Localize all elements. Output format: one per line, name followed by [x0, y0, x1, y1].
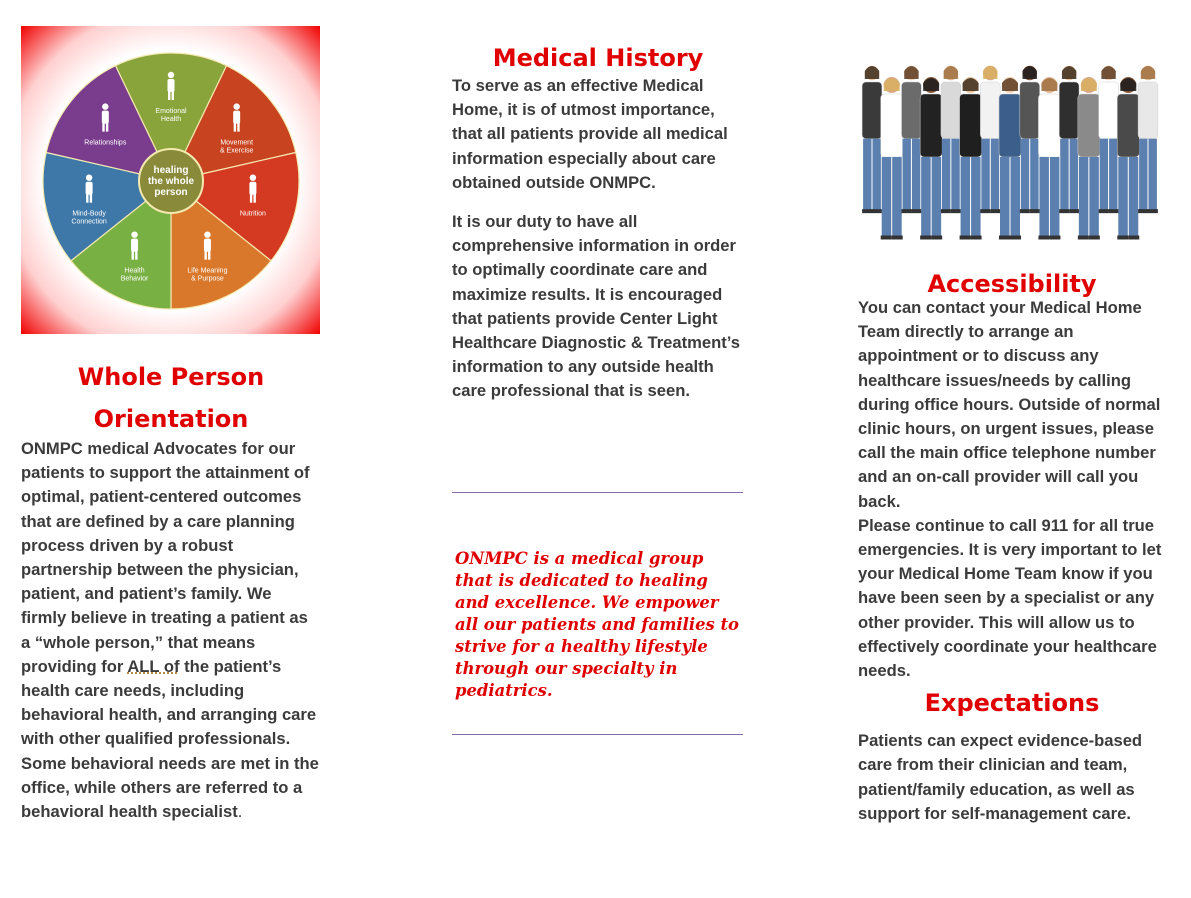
para-part-2: the patient’s health care needs, including behavioral health, and arranging care with other qualified professionals. Some behavioral needs are met in the office, while others are referred to a behavioral health specialist: [21, 656, 319, 822]
bottom-divider: [452, 734, 743, 735]
left-column: [21, 356, 321, 824]
top-divider: [452, 492, 743, 493]
wheel-segment-label: & Exercise: [219, 147, 254, 155]
person-figure: [1099, 66, 1119, 213]
medical-history-heading: Medical History: [492, 44, 704, 72]
person-figure: [941, 66, 961, 213]
whole-person-paragraph: [21, 437, 321, 824]
wheel-segment-label: Movement: [220, 139, 254, 147]
para-part-1: ONMPC medical Advocates for our patients to support the attainment of optimal, patient-centered outcomes that are defined by a care planning process driven by a robust partnership between the physician, patient, and patient’s family. We firmly believe in treating a patient as a “whole person,” that means providing for: [21, 439, 310, 676]
heading-line-2: Orientation: [93, 405, 249, 433]
heading-line-1: Whole Person: [77, 363, 265, 391]
mission-quote-block: [455, 548, 745, 702]
wheel-segment-label: Mind-Body: [72, 210, 106, 218]
wheel-segment-label: Connection: [71, 218, 107, 226]
wheel-segment-label: Health: [124, 267, 145, 275]
person-figure: [1038, 77, 1060, 240]
wheel-segment-label: Health: [160, 116, 182, 123]
right-column: [858, 268, 1170, 826]
middle-column: [452, 42, 744, 404]
person-figure: [902, 66, 922, 213]
person-figure: [920, 77, 942, 240]
wheel-segment-label: Relationships: [84, 139, 127, 147]
group-of-people-illustration: [860, 55, 1160, 245]
medical-history-paragraph-2: It is our duty to have all comprehensive information in order to optimally coordinate care and maximize results. It is encouraged that patients provide Center Light Healthcare Diagnostic & Treatment’s information to any outside health care professional that is seen.: [452, 212, 741, 401]
wheel-segment-label: Life Meaning: [187, 267, 228, 275]
para-underlined: ALL of: [127, 656, 180, 676]
wheel-segment-label: Nutrition: [239, 210, 266, 218]
person-figure: [960, 77, 982, 240]
person-figure: [980, 66, 1000, 213]
medical-history-paragraph-1: To serve as an effective Medical Home, it is of utmost importance, that all patients provide all medical information especially about care obtained outside ONMPC.: [452, 76, 728, 192]
expectations-paragraph: Patients can expect evidence-based care from their clinician and team, patient/family education, as well as support for self-management care.: [858, 731, 1143, 823]
wheel-center-label: person: [154, 187, 188, 198]
wheel-center-label: the whole: [147, 176, 195, 187]
wheel-segment-label: Emotional: [155, 108, 187, 115]
person-figure: [1117, 77, 1139, 240]
accessibility-paragraph-2: Please continue to call 911 for all true emergencies. It is very important to let your Medical Home Team know if you have been seen by a specialist or any other provider. This will allow us to effectively coordinate your healthcare needs.: [858, 515, 1162, 681]
person-figure: [999, 77, 1021, 240]
people-photo: [860, 55, 1160, 245]
person-figure: [881, 77, 903, 240]
accessibility-paragraph-1: You can contact your Medical Home Team directly to arrange an appointment or to discuss any healthcare issues/needs by calling during office hours. Outside of normal clinic hours, on urgent issues, please call the main office telephone number and an on-call provider will call you back.: [858, 298, 1161, 511]
person-figure: [1020, 66, 1040, 213]
accessibility-heading: Accessibility: [927, 270, 1097, 298]
person-figure: [862, 66, 882, 213]
expectations-heading: Expectations: [924, 689, 1100, 718]
wheel-segment-label: Behavior: [120, 275, 149, 283]
para-end: .: [237, 802, 243, 822]
mission-quote: ONMPC is a medical group that is dedicated to healing and excellence. We empower all our patients and families to strive for a healthy lifestyle through our specialty in pediatrics.: [455, 549, 739, 700]
person-figure: [1138, 66, 1158, 213]
person-figure: [1059, 66, 1079, 213]
healing-wheel-image: [21, 26, 320, 334]
person-figure: [1078, 77, 1100, 240]
wheel-segment-label: & Purpose: [191, 275, 224, 283]
healing-wheel-graphic: [21, 26, 320, 334]
wheel-center-label: healing: [153, 165, 189, 176]
whole-person-heading: [21, 356, 321, 440]
